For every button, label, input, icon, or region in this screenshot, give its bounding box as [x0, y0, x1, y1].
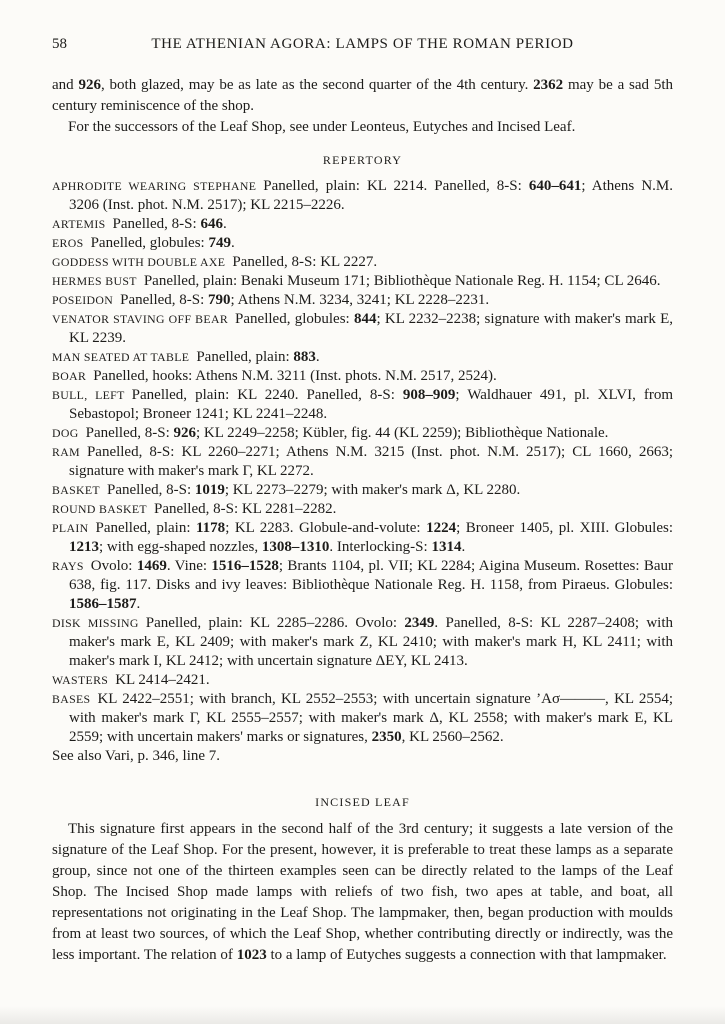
entry-text: Panelled, plain: KL 2240. Panelled, 8-S: 908–909; Waldhauer 491, pl. XLVI, from Sebastopol; Broneer 1241; KL 2241–2248.	[69, 387, 673, 422]
entry-text: Panelled, 8-S: KL 2227.	[232, 254, 378, 270]
repertory-entry	[52, 671, 673, 690]
see-also-note: See also Vari, p. 346, line 7.	[52, 748, 221, 764]
page-header	[52, 36, 673, 57]
entry-text: Panelled, plain: KL 2214. Panelled, 8-S: 640–641; Athens N.M. 3206 (Inst. phot. N.M. 2517); KL 2215–2226.	[69, 178, 673, 213]
entry-lead: PLAIN	[52, 521, 89, 535]
repertory-entry	[52, 310, 673, 348]
entry-lead: ROUND BASKET	[52, 502, 147, 516]
running-title: THE ATHENIAN AGORA: LAMPS OF THE ROMAN PERIOD	[151, 36, 574, 52]
incised-leaf-heading: INCISED LEAF	[315, 795, 410, 809]
entry-lead: BASKET	[52, 483, 100, 497]
entry-lead: GODDESS WITH DOUBLE AXE	[52, 255, 226, 269]
repertory-entry	[52, 614, 673, 671]
repertory-entry	[52, 215, 673, 234]
intro-paragraph-1: and 926, both glazed, may be as late as the second quarter of the 4th century. 2362 may be a sad 5th century reminiscence of the shop.	[52, 77, 673, 114]
entry-lead: RAYS	[52, 559, 84, 573]
entry-text: Panelled, hooks: Athens N.M. 3211 (Inst. phots. N.M. 2517, 2524).	[93, 368, 497, 384]
entry-text: Panelled, plain: KL 2285–2286. Ovolo: 2349. Panelled, 8-S: KL 2287–2408; with maker's mark Ε, KL 2409; with maker's mark Ζ, KL 2410; with maker's mark Η, KL 2411; with maker's mark Ι, KL 2412; with uncertain signature ΔΕΥ, KL 2413.	[69, 615, 674, 669]
repertory-entry	[52, 348, 673, 367]
entry-text: Panelled, globules: 844; KL 2232–2238; signature with maker's mark Ε, KL 2239.	[69, 311, 674, 346]
repertory-entry	[52, 386, 673, 424]
entry-lead: POSEIDON	[52, 293, 114, 307]
entry-text: Panelled, 8-S: KL 2281–2282.	[153, 501, 337, 517]
entry-lead: WASTERS	[52, 673, 109, 687]
entry-text: Panelled, 8-S: 926; KL 2249–2258; Kübler, fig. 44 (KL 2259); Bibliothèque Nationale.	[85, 425, 609, 441]
entry-lead: APHRODITE WEARING STEPHANE	[52, 179, 257, 193]
intro-paragraph-2: For the successors of the Leaf Shop, see under Leonteus, Eutyches and Incised Leaf.	[68, 119, 576, 135]
repertory-heading: REPERTORY	[322, 153, 403, 167]
entry-text: Panelled, 8-S: 646.	[112, 216, 227, 232]
entry-lead: ARTEMIS	[52, 217, 106, 231]
entry-lead: VENATOR STAVING OFF BEAR	[52, 312, 229, 326]
entry-text: Panelled, globules: 749.	[90, 235, 235, 251]
entry-text: Panelled, plain: 883.	[196, 349, 320, 365]
entry-text: Panelled, 8-S: 790; Athens N.M. 3234, 3241; KL 2228–2231.	[120, 292, 490, 308]
entry-text: Panelled, 8-S: 1019; KL 2273–2279; with maker's mark Δ, KL 2280.	[106, 482, 521, 498]
entry-text: KL 2422–2551; with branch, KL 2552–2553; with uncertain signature ’Ασ———, KL 2554; with maker's mark Γ, KL 2555–2557; with maker's mark Δ, KL 2558; with maker's mark Ε, KL 2559; with uncertain makers' marks or signatures, 2350, KL 2560–2562.	[69, 691, 673, 745]
entry-lead: BULL, LEFT	[52, 388, 125, 402]
incised-paragraph: This signature first appears in the second half of the 3rd century; it suggests a late version of the signature of the Leaf Shop. For the present, however, it is preferable to treat these lamps as a separate group, since not one of the thirteen examples seen can be directly related to the lamps of the Leaf Shop. The Incised Shop made lamps with reliefs of two fish, two apes at table, and boat, all representations not originating in the Leaf Shop. The lampmaker, then, began production with moulds from at least two sources, of which the Leaf Shop, whether contributing directly or indirectly, was the less important. The relation of 1023 to a lamp of Eutyches suggests a connection with that lampmaker.	[52, 821, 673, 963]
entry-lead: DISK MISSING	[52, 616, 139, 630]
entry-lead: HERMES BUST	[52, 274, 137, 288]
repertory-entry	[52, 557, 673, 614]
repertory-entry	[52, 253, 673, 272]
entry-lead: RAM	[52, 445, 80, 459]
entry-text: Panelled, 8-S: KL 2260–2271; Athens N.M. 3215 (Inst. phot. N.M. 2517); CL 1660, 2663; signature with maker's mark Γ, KL 2272.	[69, 444, 673, 479]
entry-lead: BOAR	[52, 369, 87, 383]
repertory-entry	[52, 177, 673, 215]
entry-lead: BASES	[52, 692, 91, 706]
repertory-entry	[52, 367, 673, 386]
entry-lead: MAN SEATED AT TABLE	[52, 350, 190, 364]
repertory-entry	[52, 443, 673, 481]
entry-text: Panelled, plain: Benaki Museum 171; Bibliothèque Nationale Reg. H. 1154; CL 2646.	[143, 273, 661, 289]
entry-text: KL 2414–2421.	[115, 672, 210, 688]
repertory-entry	[52, 272, 673, 291]
repertory-entry	[52, 291, 673, 310]
entry-lead: EROS	[52, 236, 84, 250]
repertory-entry	[52, 690, 673, 747]
entry-text: Ovolo: 1469. Vine: 1516–1528; Brants 1104, pl. VII; KL 2284; Aigina Museum. Rosettes: Baur 638, fig. 117. Disks and ivy leaves: Bibliothèque Nationale Reg. H. 1158, from Piraeus. Globules: 1586–1587.	[69, 558, 674, 612]
repertory-entry	[52, 234, 673, 253]
entry-text: Panelled, plain: 1178; KL 2283. Globule-and-volute: 1224; Broneer 1405, pl. XIII. Globules: 1213; with egg-shaped nozzles, 1308–1310. Interlocking-S: 1314.	[69, 520, 673, 555]
repertory-list	[52, 177, 673, 747]
entry-lead: DOG	[52, 426, 79, 440]
repertory-entry	[52, 500, 673, 519]
repertory-entry	[52, 424, 673, 443]
repertory-entry	[52, 481, 673, 500]
page-number: 58	[52, 36, 67, 52]
repertory-entry	[52, 519, 673, 557]
